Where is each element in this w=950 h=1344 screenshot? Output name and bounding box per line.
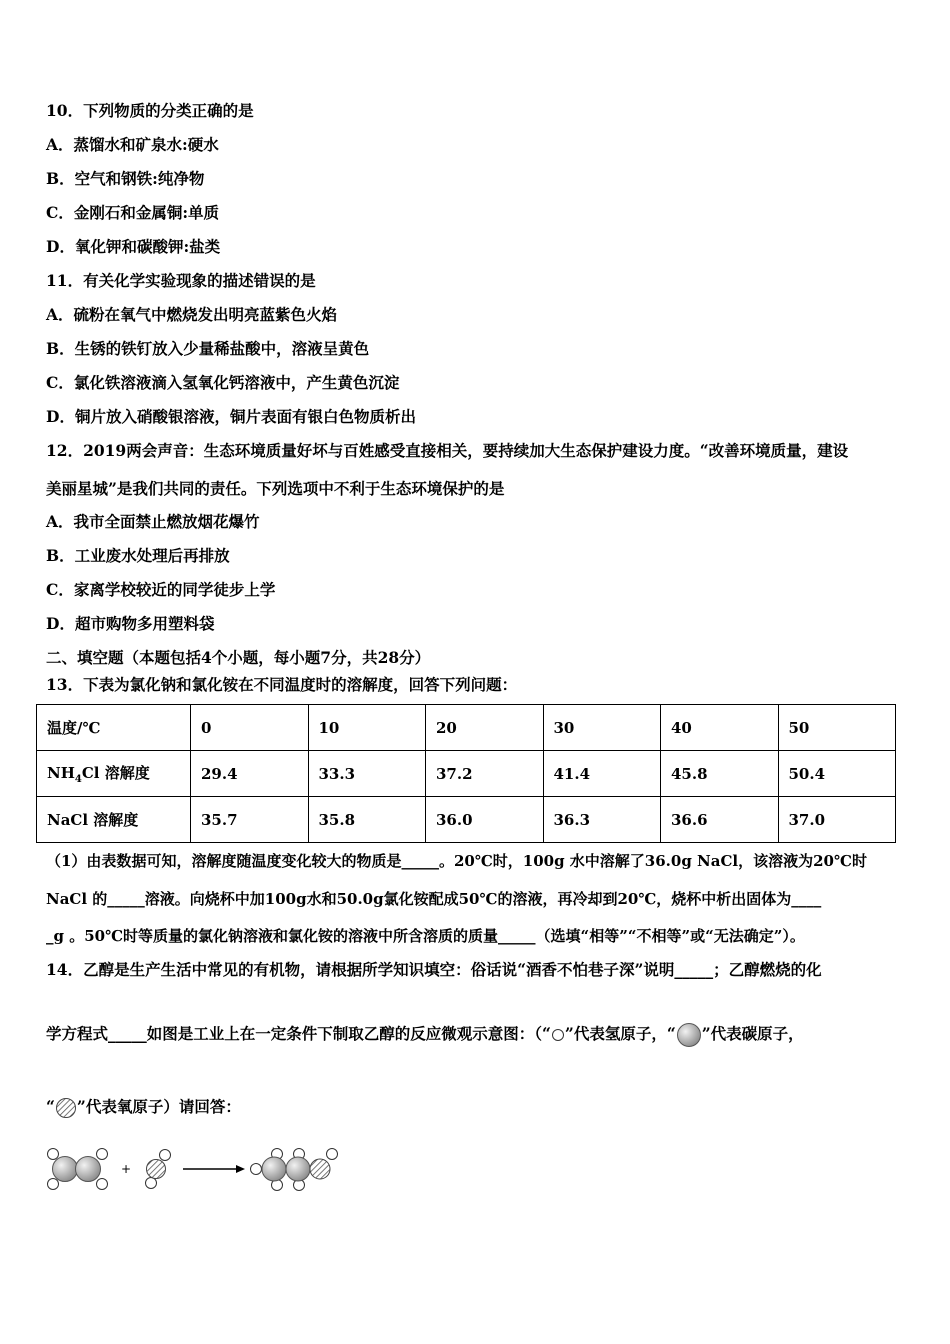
q14-line3: “ ”代表氧原子）请回答：: [46, 1097, 241, 1119]
q14-line1: 14．乙醇是生产生活中常见的有机物，请根据所学知识填空：俗话说“酒香不怕巷子深”说明_____；乙醇燃烧的化: [46, 960, 822, 979]
table-cell: 29.4: [191, 751, 309, 797]
q10-option-c: C．金刚石和金属铜:单质: [46, 203, 220, 222]
q10-option-b: B．空气和钢铁:纯净物: [46, 169, 205, 188]
table-cell: 50: [778, 705, 896, 751]
q12-stem-line1: 12．2019两会声音：生态环境质量好坏与百姓感受直接相关，要持续加大生态保护建设力度。“改善环境质量，建设: [46, 441, 849, 460]
q14-line2: 学方程式_____如图是工业上在一定条件下制取乙醇的反应微观示意图：（“ ”代表氢原子，“ ”代表碳原子，: [46, 1022, 804, 1048]
table-cell: 37.0: [778, 797, 896, 843]
table-cell: 30: [543, 705, 661, 751]
q13-part1-line2: NaCl 的_____溶液。向烧杯中加100g水和50.0g氯化铵配成50℃的溶液，再冷却到20℃，烧杯中析出固体为____: [46, 890, 822, 908]
q11-option-d: D．铜片放入硝酸银溶液，铜片表面有银白色物质析出: [46, 407, 416, 426]
table-cell: 36.0: [426, 797, 544, 843]
reaction-arrow-icon: [183, 1165, 245, 1173]
table-cell: 36.3: [543, 797, 661, 843]
q11-stem: 11．有关化学实验现象的描述错误的是: [46, 271, 316, 290]
plus-sign: +: [121, 1162, 132, 1176]
table-cell: 20: [426, 705, 544, 751]
section2-heading: 二、填空题（本题包括4个小题，每小题7分，共28分）: [46, 648, 431, 667]
table-cell: 41.4: [543, 751, 661, 797]
q10-option-d: D．氧化钾和碳酸钾:盐类: [46, 237, 221, 256]
table-row-label: NaCl 溶解度: [37, 797, 191, 843]
table-cell: 50.4: [778, 751, 896, 797]
table-cell: 40: [661, 705, 779, 751]
reaction-diagram: [44, 1138, 344, 1200]
table-cell: 37.2: [426, 751, 544, 797]
q12-option-a: A．我市全面禁止燃放烟花爆竹: [46, 512, 260, 531]
table-cell: 35.7: [191, 797, 309, 843]
table-row-label: $NH_4Cl$ 溶解度: [37, 751, 191, 797]
table-cell: 10: [308, 705, 426, 751]
q13-stem: 13．下表为氯化钠和氯化铵在不同温度时的溶解度，回答下列问题：: [46, 675, 518, 694]
table-cell: 36.6: [661, 797, 779, 843]
table-row: [37, 751, 896, 797]
q12-option-b: B．工业废水处理后再排放: [46, 546, 230, 565]
q11-option-a: A．硫粉在氧气中燃烧发出明亮蓝紫色火焰: [46, 305, 338, 324]
q10-option-a: A．蒸馏水和矿泉水:硬水: [46, 135, 219, 154]
q11-option-c: C．氯化铁溶液滴入氢氧化钙溶液中，产生黄色沉淀: [46, 373, 400, 392]
table-cell: 0: [191, 705, 309, 751]
q12-stem-line2: 美丽星城”是我们共同的责任。下列选项中不利于生态环境保护的是: [46, 479, 505, 498]
table-cell: 35.8: [308, 797, 426, 843]
q12-option-d: D．超市购物多用塑料袋: [46, 614, 215, 633]
table-header-label: 温度/℃: [37, 705, 191, 751]
q13-part1-line1: （1）由表数据可知，溶解度随温度变化较大的物质是_____。20℃时，100g 水中溶解了36.0g NaCl，该溶液为20℃时: [46, 852, 867, 870]
table-row: [37, 705, 896, 751]
table-cell: 33.3: [308, 751, 426, 797]
solubility-table: [36, 704, 896, 843]
table-cell: 45.8: [661, 751, 779, 797]
q11-option-b: B．生锈的铁钉放入少量稀盐酸中，溶液呈黄色: [46, 339, 370, 358]
ethylene-molecule-icon: [48, 1149, 108, 1190]
water-molecule-icon: [146, 1150, 171, 1189]
table-row: [37, 797, 896, 843]
hydrogen-atom-icon: [551, 1028, 565, 1042]
ethanol-molecule-icon: [251, 1149, 338, 1191]
q12-option-c: C．家离学校较近的同学徒步上学: [46, 580, 276, 599]
q13-part1-line3: _g 。50℃时等质量的氯化钠溶液和氯化铵的溶液中所含溶质的质量_____（选填“相等”“不相等”或“无法确定”）。: [46, 927, 805, 945]
carbon-atom-icon: [676, 1022, 702, 1048]
q10-stem: 10．下列物质的分类正确的是: [46, 101, 254, 120]
oxygen-atom-icon: [55, 1097, 77, 1119]
